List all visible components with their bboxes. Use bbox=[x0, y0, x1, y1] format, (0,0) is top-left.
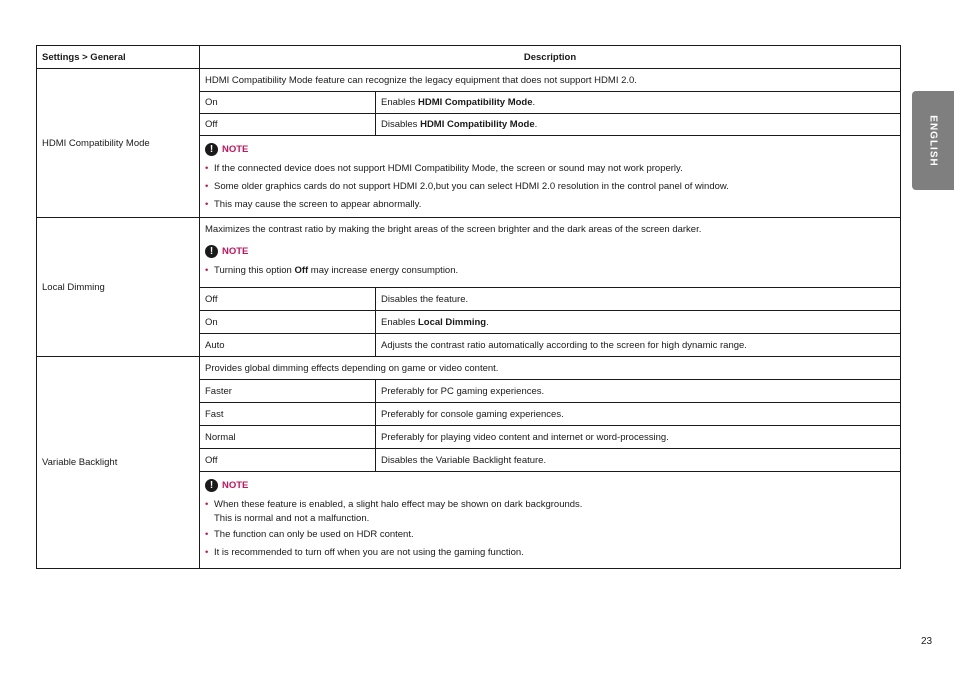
backlight-description-row bbox=[37, 357, 901, 380]
option-name: On bbox=[200, 92, 376, 114]
header-settings: Settings > General bbox=[37, 46, 200, 69]
option-description bbox=[376, 114, 901, 136]
header-description: Description bbox=[200, 46, 901, 69]
option-description: Preferably for playing video content and internet or word-processing. bbox=[376, 426, 901, 449]
option-description: Preferably for console gaming experiences. bbox=[376, 403, 901, 426]
note-bold-text: Off bbox=[294, 265, 309, 276]
note-title bbox=[205, 477, 895, 493]
page-number: 23 bbox=[921, 636, 933, 647]
setting-name-local-dimming: Local Dimming bbox=[37, 218, 200, 357]
note-text: When these feature is enabled, a slight halo effect may be shown on dark backgrounds. bbox=[214, 499, 583, 510]
table-header-row bbox=[37, 46, 901, 69]
option-name: Normal bbox=[200, 426, 376, 449]
option-name: On bbox=[200, 311, 376, 334]
note-text: may increase energy consumption. bbox=[308, 265, 459, 276]
note-item: • It is recommended to turn off when you are not using the gaming function. bbox=[205, 544, 895, 562]
option-text: . bbox=[534, 119, 538, 130]
hdmi-description: HDMI Compatibility Mode feature can recognize the legacy equipment that does not support HDMI 2.0. bbox=[200, 69, 901, 92]
option-text: . bbox=[486, 316, 489, 328]
exclamation-icon: ! bbox=[205, 245, 218, 258]
note-title bbox=[205, 243, 895, 259]
option-text: . bbox=[532, 97, 536, 108]
note-list bbox=[205, 496, 895, 562]
note-item: • If the connected device does not support HDMI Compatibility Mode, the screen or sound may not work properly. bbox=[205, 160, 895, 178]
option-bold-text: HDMI Compatibility Mode bbox=[417, 97, 533, 108]
setting-name-variable-backlight: Variable Backlight bbox=[37, 357, 200, 569]
note-list bbox=[205, 160, 895, 214]
option-description: Adjusts the contrast ratio automatically according to the screen for high dynamic range. bbox=[376, 334, 901, 357]
note-item: • Some older graphics cards do not support HDMI 2.0,but you can select HDMI 2.0 resolution in the control panel of window. bbox=[205, 178, 895, 196]
note-text: Turning this option bbox=[214, 265, 295, 276]
dimming-description-row bbox=[37, 218, 901, 288]
note-item bbox=[205, 496, 895, 526]
note-title bbox=[205, 141, 895, 157]
dimming-description bbox=[200, 218, 901, 288]
note-text: This is normal and not a malfunction. bbox=[214, 513, 370, 524]
option-name: Fast bbox=[200, 403, 376, 426]
note-list bbox=[205, 262, 895, 280]
option-name: Faster bbox=[200, 380, 376, 403]
option-name: Off bbox=[200, 288, 376, 311]
option-description bbox=[376, 311, 901, 334]
note-box bbox=[200, 136, 901, 218]
option-text: Enables bbox=[381, 316, 418, 328]
note-item: • The function can only be used on HDR content. bbox=[205, 526, 895, 544]
option-description: Disables the feature. bbox=[376, 288, 901, 311]
note-box bbox=[200, 472, 901, 569]
option-name: Off bbox=[200, 114, 376, 136]
setting-name-hdmi: HDMI Compatibility Mode bbox=[37, 69, 200, 218]
settings-table bbox=[36, 45, 901, 569]
backlight-description: Provides global dimming effects depending on game or video content. bbox=[200, 357, 901, 380]
option-name: Auto bbox=[200, 334, 376, 357]
exclamation-icon: ! bbox=[205, 143, 218, 156]
note-label: NOTE bbox=[222, 245, 249, 257]
option-bold-text: HDMI Compatibility Mode bbox=[420, 119, 535, 130]
option-name: Off bbox=[200, 449, 376, 472]
option-bold-text: Local Dimming bbox=[417, 316, 487, 328]
option-description bbox=[376, 92, 901, 114]
language-label: ENGLISH bbox=[927, 114, 939, 167]
dimming-intro: Maximizes the contrast ratio by making the bright areas of the screen brighter and the dark areas of the screen darker. bbox=[205, 224, 702, 235]
option-text: Enables bbox=[381, 97, 418, 108]
hdmi-description-row bbox=[37, 69, 901, 92]
option-description: Disables the Variable Backlight feature. bbox=[376, 449, 901, 472]
option-text: Disables bbox=[381, 119, 421, 130]
note-item: • This may cause the screen to appear abnormally. bbox=[205, 196, 895, 214]
note-label: NOTE bbox=[222, 143, 249, 155]
note-label: NOTE bbox=[222, 479, 249, 491]
language-side-tab bbox=[912, 91, 954, 190]
exclamation-icon: ! bbox=[205, 479, 218, 492]
note-item bbox=[205, 262, 895, 280]
option-description: Preferably for PC gaming experiences. bbox=[376, 380, 901, 403]
